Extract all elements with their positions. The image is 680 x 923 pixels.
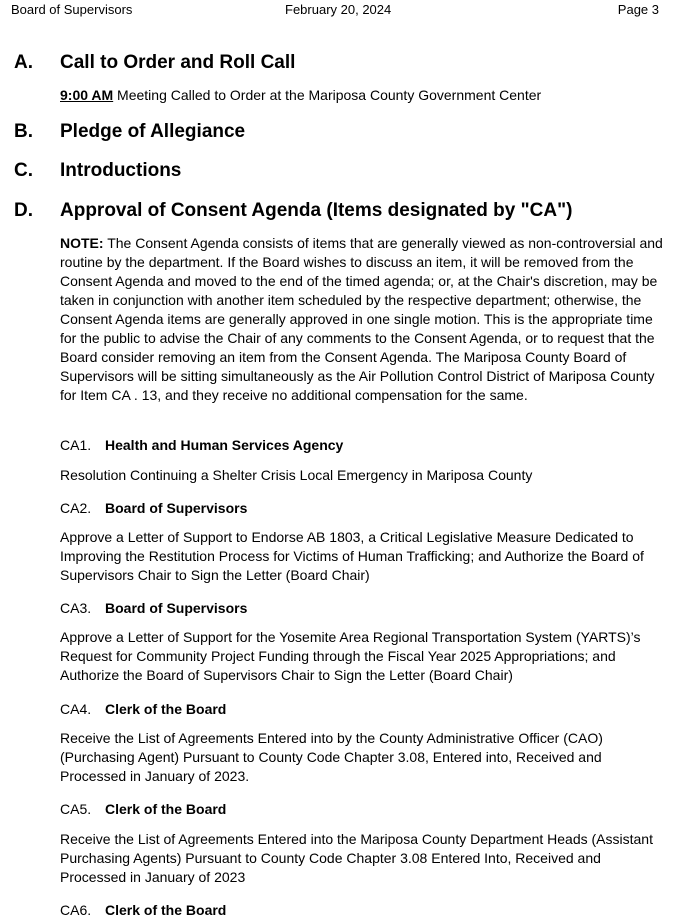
item-department: Board of Supervisors [105, 500, 248, 516]
section-a-letter: A. [14, 52, 33, 73]
item-ca2-heading [60, 499, 247, 517]
item-ca4-description: Receive the List of Agreements Entered into by the County Administrative Officer (CAO) (Purchasing Agent) Pursuant to County Code Chapter 3.08, Entered into, Received and Processed in January of 2023. [60, 730, 603, 784]
item-department: Clerk of the Board [105, 701, 227, 717]
item-ca3-description: Approve a Letter of Support for the Yosemite Area Regional Transportation System (YARTS)’s Request for Community Project Funding through the Fiscal Year 2025 Appropriations; and Authorize the Board of Supervisors Chair to Sign the Letter (Board Chair) [60, 629, 641, 683]
item-code: CA4. [60, 701, 92, 717]
section-d-letter: D. [14, 200, 33, 221]
item-code: CA1. [60, 437, 92, 453]
note-text: The Consent Agenda consists of items that are generally viewed as non-controversial and routine by the department. If the Board wishes to discuss an item, it will be removed from the Consent Agenda and moved to the end of the timed agenda; or, at the Chair's discretion, may be taken in conjunction with another item scheduled by the respective department; otherwise, the Consent Agenda items are generally approved in one single motion. This is the appropriate time for the public to advise the Chair of any comments to the Consent Agenda, or to request that the Board consider removing an item from the Consent Agenda. The Mariposa County Board of Supervisors will be sitting simultaneously as the Air Pollution Control District of Mariposa County for Item CA . 13, and they receive no additional compensation for the same. [60, 235, 663, 403]
note-label: NOTE: [60, 235, 104, 251]
call-to-order-line [60, 86, 664, 105]
section-c-letter: C. [14, 160, 33, 181]
item-ca4-heading [60, 700, 226, 718]
item-ca1-heading [60, 436, 343, 454]
section-b-title: Pledge of Allegiance [60, 121, 246, 142]
section-d-title: Approval of Consent Agenda (Items designated by "CA") [60, 200, 573, 221]
item-ca3-heading [60, 599, 247, 617]
call-to-order-text: Meeting Called to Order at the Mariposa County Government Center [113, 87, 542, 103]
consent-agenda-note [60, 234, 664, 405]
section-b-letter: B. [14, 121, 33, 142]
item-code: CA3. [60, 600, 92, 616]
item-department: Health and Human Services Agency [105, 437, 344, 453]
item-code: CA2. [60, 500, 92, 516]
item-department: Clerk of the Board [105, 902, 227, 918]
item-ca5-heading [60, 800, 226, 818]
item-department: Board of Supervisors [105, 600, 248, 616]
header-board-name: Board of Supervisors [11, 2, 133, 17]
item-department: Clerk of the Board [105, 801, 227, 817]
item-ca1-description: Resolution Continuing a Shelter Crisis Local Emergency in Mariposa County [60, 467, 533, 483]
header-date: February 20, 2024 [285, 2, 392, 17]
item-ca6-heading [60, 901, 226, 919]
page-header [11, 2, 659, 20]
item-code: CA6. [60, 902, 92, 918]
item-ca2-description: Approve a Letter of Support to Endorse AB 1803, a Critical Legislative Measure Dedicated to Improving the Restitution Process for Victims of Human Trafficking; and Authorize the Board of Supervisors Chair to Sign the Letter (Board Chair) [60, 529, 644, 583]
section-a-title: Call to Order and Roll Call [60, 52, 296, 73]
header-page-number: Page 3 [617, 2, 659, 17]
meeting-time: 9:00 AM [60, 87, 114, 103]
item-ca5-description: Receive the List of Agreements Entered into the Mariposa County Department Heads (Assistant Purchasing Agents) Pursuant to County Code Chapter 3.08 Entered Into, Received and Processed in January of 2023 [60, 831, 653, 885]
item-code: CA5. [60, 801, 92, 817]
section-c-title: Introductions [60, 160, 182, 181]
